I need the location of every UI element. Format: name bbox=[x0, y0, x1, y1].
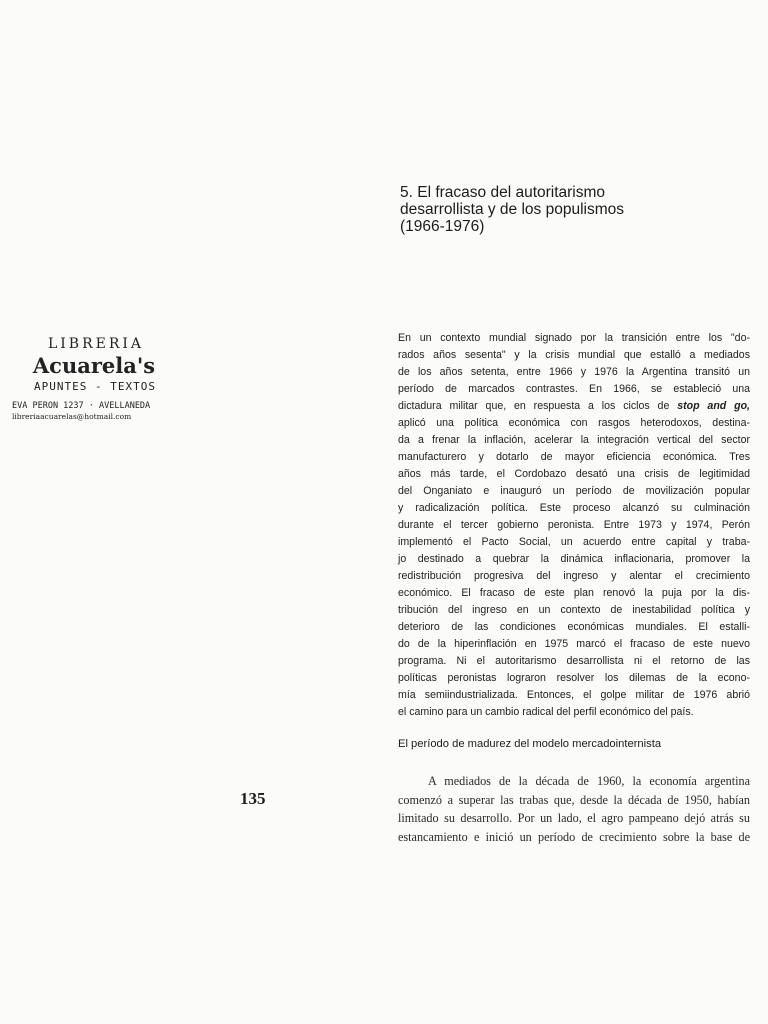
intro-line-with-emphasis bbox=[398, 398, 750, 415]
intro-line: rados años sesenta" y la crisis mundial que estalló a mediados bbox=[398, 349, 750, 361]
chapter-title-line: 5. El fracaso del autoritarismo bbox=[400, 184, 606, 201]
chapter-title-line: (1966-1976) bbox=[400, 218, 485, 235]
intro-line: deterioro de las condiciones económicas mundiales. El estalli- bbox=[398, 621, 750, 633]
intro-line: de los años setenta, entre 1966 y 1976 la Argentina transitó un bbox=[398, 366, 750, 378]
intro-line: aplicó una política económica con rasgos heterodoxos, destina- bbox=[398, 417, 750, 429]
intro-line: jo destinado a quebrar la dinámica inflacionaria, promover la bbox=[398, 553, 750, 565]
body-line: estancamiento e inició un período de crecimiento sobre la base de bbox=[398, 829, 750, 844]
intro-line: manufacturero y dotarlo de mayor eficiencia económica. Tres bbox=[398, 451, 750, 463]
chapter-intro bbox=[398, 330, 750, 721]
intro-line: mía semiindustrializada. Entonces, el golpe militar de 1976 abrió bbox=[398, 689, 750, 701]
intro-line: el camino para un cambio radical del perfil económico del país. bbox=[398, 706, 694, 718]
chapter-title bbox=[400, 184, 730, 235]
section-heading: El período de madurez del modelo mercadointernista bbox=[398, 738, 662, 750]
intro-line: del Onganiato e inauguró un período de movilización popular bbox=[398, 485, 750, 497]
stamp-address: EVA PERON 1237 · AVELLANEDA bbox=[12, 401, 151, 411]
body-line: limitado su desarrollo. Por un lado, el agro pampeano dejó atrás su bbox=[398, 811, 750, 825]
intro-line: años más tarde, el Cordobazo desató una crisis de legitimidad bbox=[398, 468, 750, 480]
page-number: 135 bbox=[240, 789, 266, 808]
intro-line: En un contexto mundial signado por la transición entre los "do- bbox=[398, 332, 750, 344]
body-line: A mediados de la década de 1960, la economía argentina bbox=[428, 774, 750, 788]
intro-line: redistribución progresiva del ingreso y alentar el crecimiento bbox=[398, 570, 750, 582]
intro-line: do de la hiperinflación en 1975 marcó el fracaso de este nuevo bbox=[398, 638, 750, 650]
stamp-store-name: Acuarela's bbox=[32, 353, 156, 378]
intro-italic-phrase: stop and go, bbox=[677, 400, 751, 412]
stamp-email: libreriaacuarelas@hotmail.com bbox=[12, 412, 132, 421]
intro-line: políticas peronistas lograron resolver los dilemas de la econo- bbox=[398, 672, 750, 684]
body-paragraph bbox=[398, 772, 750, 846]
stamp-store-label: LIBRERIA bbox=[47, 336, 145, 352]
intro-line: programa. Ni el autoritarismo desarrollista ni el retorno de las bbox=[398, 655, 750, 667]
intro-line: período de marcados contrastes. En 1966, se estableció una bbox=[398, 383, 750, 395]
intro-line: y radicalización política. Este proceso alcanzó su culminación bbox=[398, 502, 750, 514]
chapter-title-line: desarrollista y de los populismos bbox=[400, 201, 624, 218]
intro-line: da a frenar la inflación, acelerar la integración vertical del sector bbox=[398, 434, 750, 446]
intro-line: durante el tercer gobierno peronista. Entre 1973 y 1974, Perón bbox=[398, 519, 750, 531]
intro-line: tribución del ingreso en un contexto de inestabilidad política y bbox=[398, 604, 750, 616]
bookstore-stamp bbox=[12, 336, 172, 421]
body-line: comenzó a superar las trabas que, desde la década de 1950, habían bbox=[398, 792, 750, 807]
intro-line: económico. El fracaso de este plan renovó la puja por la dis- bbox=[398, 587, 750, 599]
intro-line: implementó el Pacto Social, un acuerdo entre capital y traba- bbox=[398, 536, 750, 548]
intro-line: dictadura militar que, en respuesta a los ciclos de bbox=[398, 400, 678, 412]
stamp-subtitle: APUNTES - TEXTOS bbox=[34, 380, 156, 393]
